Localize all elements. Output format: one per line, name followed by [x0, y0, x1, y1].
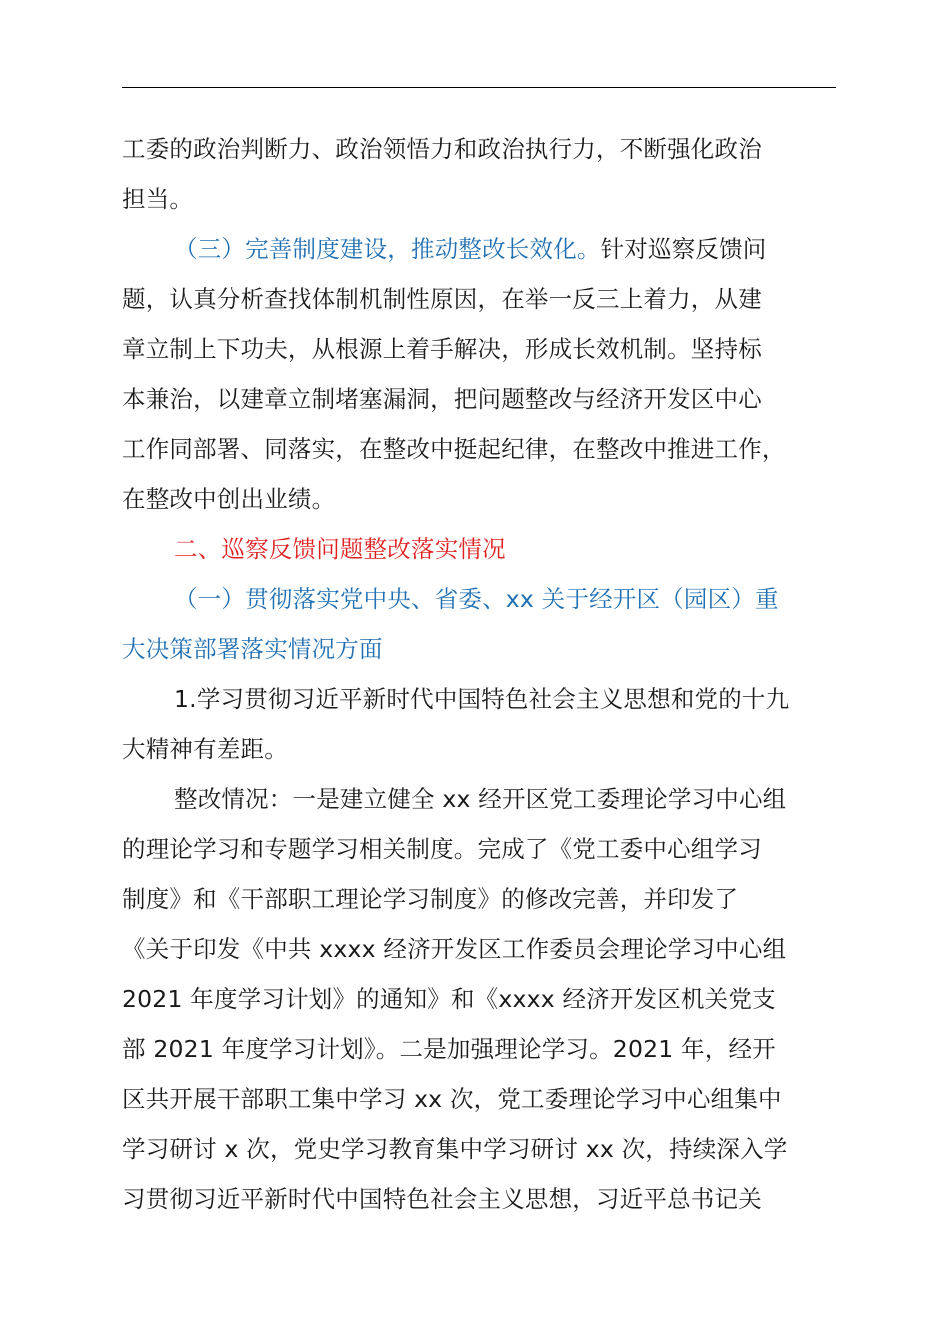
- body-text: 大精神有差距。: [122, 735, 288, 763]
- text-line: [122, 874, 842, 924]
- text-line: [122, 1124, 842, 1174]
- subsection-heading: 大决策部署落实情况方面: [122, 635, 383, 663]
- body-text: 工委的政治判断力、政治领悟力和政治执行力，不断强化政治: [122, 135, 762, 163]
- subsection-heading: （一）贯彻落实党中央、省委、xx 关于经开区（园区）重: [174, 585, 779, 613]
- text-line: [122, 574, 842, 624]
- text-line: [122, 324, 842, 374]
- text-line: [122, 374, 842, 424]
- text-line: [122, 774, 842, 824]
- body-text: 《关于印发《中共 xxxx 经济开发区工作委员会理论学习中心组: [122, 935, 787, 963]
- text-line: [122, 724, 842, 774]
- body-text: 题，认真分析查找体制机制性原因，在举一反三上着力，从建: [122, 285, 762, 313]
- text-line: [122, 224, 842, 274]
- text-line: [122, 674, 842, 724]
- text-line: [122, 524, 842, 574]
- text-line: [122, 1074, 842, 1124]
- body-text: 本兼治，以建章立制堵塞漏洞，把问题整改与经济开发区中心: [122, 385, 762, 413]
- body-text: 整改情况：一是建立健全 xx 经开区党工委理论学习中心组: [174, 785, 787, 813]
- body-text: 区共开展干部职工集中学习 xx 次，党工委理论学习中心组集中: [122, 1085, 782, 1113]
- text-line: [122, 824, 842, 874]
- body-text: 部 2021 年度学习计划》。二是加强理论学习。2021 年，经开: [122, 1035, 776, 1063]
- text-line: [122, 624, 842, 674]
- text-line: [122, 1174, 842, 1224]
- text-line: [122, 124, 842, 174]
- text-line: [122, 1024, 842, 1074]
- text-line: [122, 474, 842, 524]
- body-text: 1.学习贯彻习近平新时代中国特色社会主义思想和党的十九: [174, 685, 790, 713]
- text-line: [122, 174, 842, 224]
- text-line: [122, 424, 842, 474]
- section-heading: 二、巡察反馈问题整改落实情况: [174, 535, 506, 563]
- text-line: [122, 274, 842, 324]
- subsection-heading: （三）完善制度建设，推动整改长效化。: [174, 235, 601, 263]
- body-text: 的理论学习和专题学习相关制度。完成了《党工委中心组学习: [122, 835, 762, 863]
- body-text: 担当。: [122, 185, 194, 213]
- body-text: 针对巡察反馈问: [600, 235, 767, 263]
- text-line: [122, 924, 842, 974]
- body-text: 制度》和《干部职工理论学习制度》的修改完善，并印发了: [122, 885, 739, 913]
- document-body: [122, 124, 842, 1224]
- body-text: 学习研讨 x 次，党史学习教育集中学习研讨 xx 次，持续深入学: [122, 1135, 788, 1163]
- body-text: 2021 年度学习计划》的通知》和《xxxx 经济开发区机关党支: [122, 985, 776, 1013]
- body-text: 工作同部署、同落实，在整改中挺起纪律，在整改中推进工作，: [122, 435, 786, 463]
- body-text: 章立制上下功夫，从根源上着手解决，形成长效机制。坚持标: [122, 335, 762, 363]
- body-text: 在整改中创出业绩。: [122, 485, 336, 513]
- body-text: 习贯彻习近平新时代中国特色社会主义思想，习近平总书记关: [122, 1185, 762, 1213]
- text-line: [122, 974, 842, 1024]
- header-rule: [122, 87, 836, 88]
